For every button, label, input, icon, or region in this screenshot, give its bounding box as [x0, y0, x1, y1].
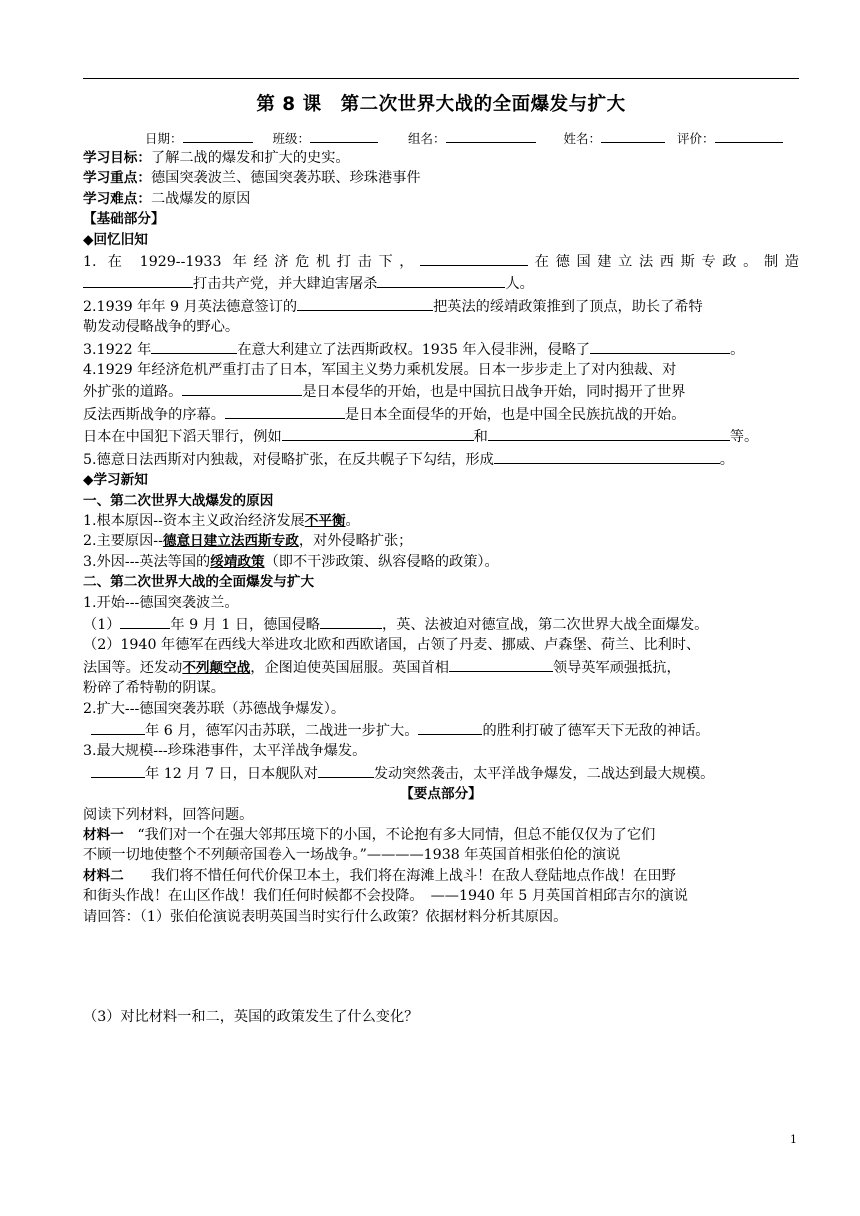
learning-focus: [83, 168, 799, 188]
question-4-line-4: [83, 425, 799, 447]
section-2-heading: 二、第二次世界大战的全面爆发与扩大: [83, 574, 315, 591]
stage-1-item-1: [83, 613, 799, 635]
focus-text: 德国突袭波兰、德国突袭苏联、珍珠港事件: [150, 170, 421, 187]
name-field[interactable]: [601, 127, 665, 143]
q2-text-b: 把英法的绥靖政策推到了顶点，助长了希特: [433, 298, 703, 315]
s1b-blank-1[interactable]: [449, 656, 553, 672]
s1b-text-e: 领导英军顽强抵抗，: [552, 659, 681, 676]
cause-3-key: 绥靖政策: [210, 553, 265, 570]
stage-2: 2.扩大---德国突袭苏联（苏德战争爆发）。: [83, 700, 346, 717]
material-1-text-a: “我们对一个在强大邻邦压境下的小国，不论抱有多大同情，但总不能仅仅为了它们: [137, 827, 656, 843]
cause-1: [83, 511, 799, 531]
q1-blank-1[interactable]: [420, 250, 528, 266]
material-2-text-a: 我们将不惜任何代价保卫本土，我们将在海滩上战斗！在敌人登陆地点作战！在田野: [150, 867, 676, 884]
learning-difficulty: [83, 189, 799, 209]
q4-text-h: 等。: [729, 429, 759, 446]
cause-2-key: 德意日建立法西斯专政: [162, 533, 299, 550]
cause-2-end: ，对外侵略扩张；: [298, 533, 413, 550]
q1-blank-2[interactable]: [83, 272, 193, 288]
stage-1: 1.开始---德国突袭波兰。: [83, 594, 239, 611]
date-label: 日期：: [145, 131, 183, 146]
material-2-line-2: 和街头作战！在山区作战！我们任何时候都不会投降。 ——1940 年 5 月英国首相邱吉尔的演说: [83, 888, 688, 905]
q3-text-c: 。: [730, 341, 745, 358]
cause-2: [83, 531, 799, 551]
material-1-line-2: 不顾一切地使整个不列颠帝国卷入一场战争。”————1938 年英国首相张伯伦的演说: [83, 847, 621, 864]
review-heading: ◆回忆旧知: [83, 231, 148, 248]
question-4-line-1: 4.1929 年经济危机严重打击了日本，军国主义势力乘机发展。日本一步步走上了对内独裁、对: [83, 362, 677, 379]
focus-label: 学习重点：: [83, 170, 151, 187]
q5-text-b: 。: [719, 451, 734, 468]
s1a-text-a: （1）: [83, 616, 121, 633]
material-intro: 阅读下列材料，回答问题。: [83, 806, 254, 823]
difficulty-label: 学习难点：: [83, 190, 151, 207]
q1-blank-3[interactable]: [377, 272, 505, 288]
q5-text-a: 5.德意日法西斯对内独裁，对侵略扩张，在反共幌子下勾结，形成: [83, 451, 494, 468]
q1-text-c: 打击共产党，并大肆迫害屠杀: [193, 276, 378, 293]
q3-text-a: 3.1922 年: [83, 341, 152, 358]
s3a-text-a: 年 12 月 7 日，日本舰队对: [145, 765, 318, 782]
s2a-text-a: 年 6 月，德军闪击苏联，二战进一步扩大。: [145, 722, 419, 739]
answer-area-a[interactable]: [83, 927, 799, 1007]
q4-text-b: 外扩张的道路。: [83, 384, 183, 401]
section-1-heading: 一、第二次世界大战爆发的原因: [83, 492, 274, 509]
q4-blank-4[interactable]: [488, 425, 730, 441]
s1a-blank-1[interactable]: [120, 613, 170, 629]
question-a: 请回答：（1）张伯伦演说表明英国当时实行什么政策？依据材料分析其原因。: [83, 908, 568, 925]
cause-3: [83, 552, 799, 572]
material-1-line-1: [83, 825, 799, 845]
stage-3: 3.最大规模---珍珠港事件，太平洋战争爆发。: [83, 743, 367, 760]
q3-blank-2[interactable]: [590, 338, 730, 354]
cause-2-text: 2.主要原因--: [83, 533, 163, 550]
group-label: 组名：: [408, 131, 446, 146]
s1a-text-b: 年 9 月 1 日，德国侵略: [170, 616, 320, 633]
q4-blank-3[interactable]: [282, 425, 474, 441]
goal-label: 学习目标：: [83, 150, 151, 166]
q4-text-g: 和: [473, 429, 488, 446]
s2a-text-b: 的胜利打破了德军天下无敌的神话。: [482, 722, 710, 739]
q1-text-d: 人。: [505, 276, 534, 293]
group-field[interactable]: [446, 127, 536, 143]
s1b-text-d: ，企图迫使英国屈服。英国首相: [250, 659, 449, 676]
question-b: （3）对比材料一和二，英国的政策发生了什么变化？: [83, 1009, 419, 1026]
q5-blank-1[interactable]: [494, 448, 720, 464]
cause-3-text: 3.外因---英法等国的: [83, 553, 211, 570]
q1-text-a: 1. 在 1929--1933 年经济危机打击下，: [83, 254, 421, 271]
s2a-blank-2[interactable]: [418, 719, 482, 735]
learning-goal: [83, 148, 799, 168]
eval-label: 评价：: [677, 131, 715, 146]
date-field[interactable]: [183, 127, 253, 143]
q4-text-e: 是日本全面侵华的开始，也是中国全民族抗战的开始。: [344, 406, 686, 423]
material-2-label: 材料二: [83, 867, 124, 884]
material-2-line-1: [83, 866, 799, 886]
question-4-line-3: [83, 403, 799, 425]
q2-blank-1[interactable]: [297, 295, 433, 311]
question-2-line-2: 勒发动侵略战争的野心。: [83, 319, 240, 336]
question-2-line-1: [83, 295, 799, 317]
s1b-key: 不列颠空战: [182, 659, 251, 676]
class-label: 班级：: [272, 131, 311, 146]
q4-text-d: 反法西斯战争的序幕。: [83, 406, 225, 423]
difficulty-text: 二战爆发的原因: [150, 190, 251, 207]
goal-text: 了解二战的爆发和扩大的史实。: [150, 150, 350, 166]
cause-1-text: 1.根本原因--资本主义政治经济发展: [83, 512, 305, 529]
s3a-blank-1[interactable]: [91, 762, 145, 778]
new-knowledge-heading: ◆学习新知: [83, 472, 148, 489]
question-4-line-2: [83, 380, 799, 402]
question-3: [83, 338, 799, 360]
question-5: [83, 448, 799, 470]
stage-2-item: [83, 719, 799, 741]
worksheet-body: [83, 148, 799, 1027]
s3a-text-b: 发动突然袭击，太平洋战争爆发，二战达到最大规模。: [373, 765, 715, 782]
s1a-blank-2[interactable]: [320, 613, 382, 629]
basic-heading: 【基础部分】: [83, 211, 165, 228]
q3-text-b: 在意大利建立了法西斯政权。1935 年入侵非洲，侵略了: [237, 341, 591, 358]
eval-field[interactable]: [715, 127, 783, 143]
s1b-text-b: 法国等。还发动: [83, 659, 183, 676]
q4-blank-1[interactable]: [182, 380, 302, 396]
stage-3-item: [83, 762, 799, 784]
q4-text-c: 是日本侵华的开始，也是中国抗日战争开始，同时揭开了世界: [302, 384, 686, 401]
name-label: 姓名：: [563, 131, 602, 146]
key-heading: 【要点部分】: [400, 786, 482, 803]
question-1-line-1: [83, 250, 799, 272]
cause-3-end: （即不干涉政策、纵容侵略的政策）。: [264, 553, 499, 570]
q4-blank-2[interactable]: [225, 403, 345, 419]
class-field[interactable]: [310, 127, 378, 143]
header-rule: [83, 78, 799, 79]
lesson-title: 第 8 课 第二次世界大战的全面爆发与扩大: [256, 94, 626, 115]
s3a-blank-2[interactable]: [318, 762, 374, 778]
student-info-line: [145, 127, 783, 147]
q4-text-f: 日本在中国犯下滔天罪行，例如: [83, 429, 282, 446]
q2-text-a: 2.1939 年年 9 月英法德意签订的: [83, 298, 298, 315]
page-number: 1: [790, 1133, 797, 1146]
cause-1-end: 。: [345, 512, 360, 529]
stage-1-item-2-line-1: （2）1940 年德军在西线大举进攻北欧和西欧诸国，占领了丹麦、挪威、卢森堡、荷兰、比利时、: [83, 637, 701, 654]
question-1-line-2: [83, 272, 799, 294]
stage-1-item-2-line-2: [83, 656, 799, 678]
stage-1-item-2-line-3: 粉碎了希特勒的阴谋。: [83, 680, 225, 697]
s1a-text-c: ，英、法被迫对德宣战，第二次世界大战全面爆发。: [382, 616, 709, 633]
q3-blank-1[interactable]: [151, 338, 237, 354]
material-1-label: 材料一: [83, 827, 124, 843]
s2a-blank-1[interactable]: [91, 719, 145, 735]
q1-text-b: 在德国建立法西斯专政。制造: [528, 254, 799, 271]
cause-1-key: 不平衡: [304, 512, 346, 529]
